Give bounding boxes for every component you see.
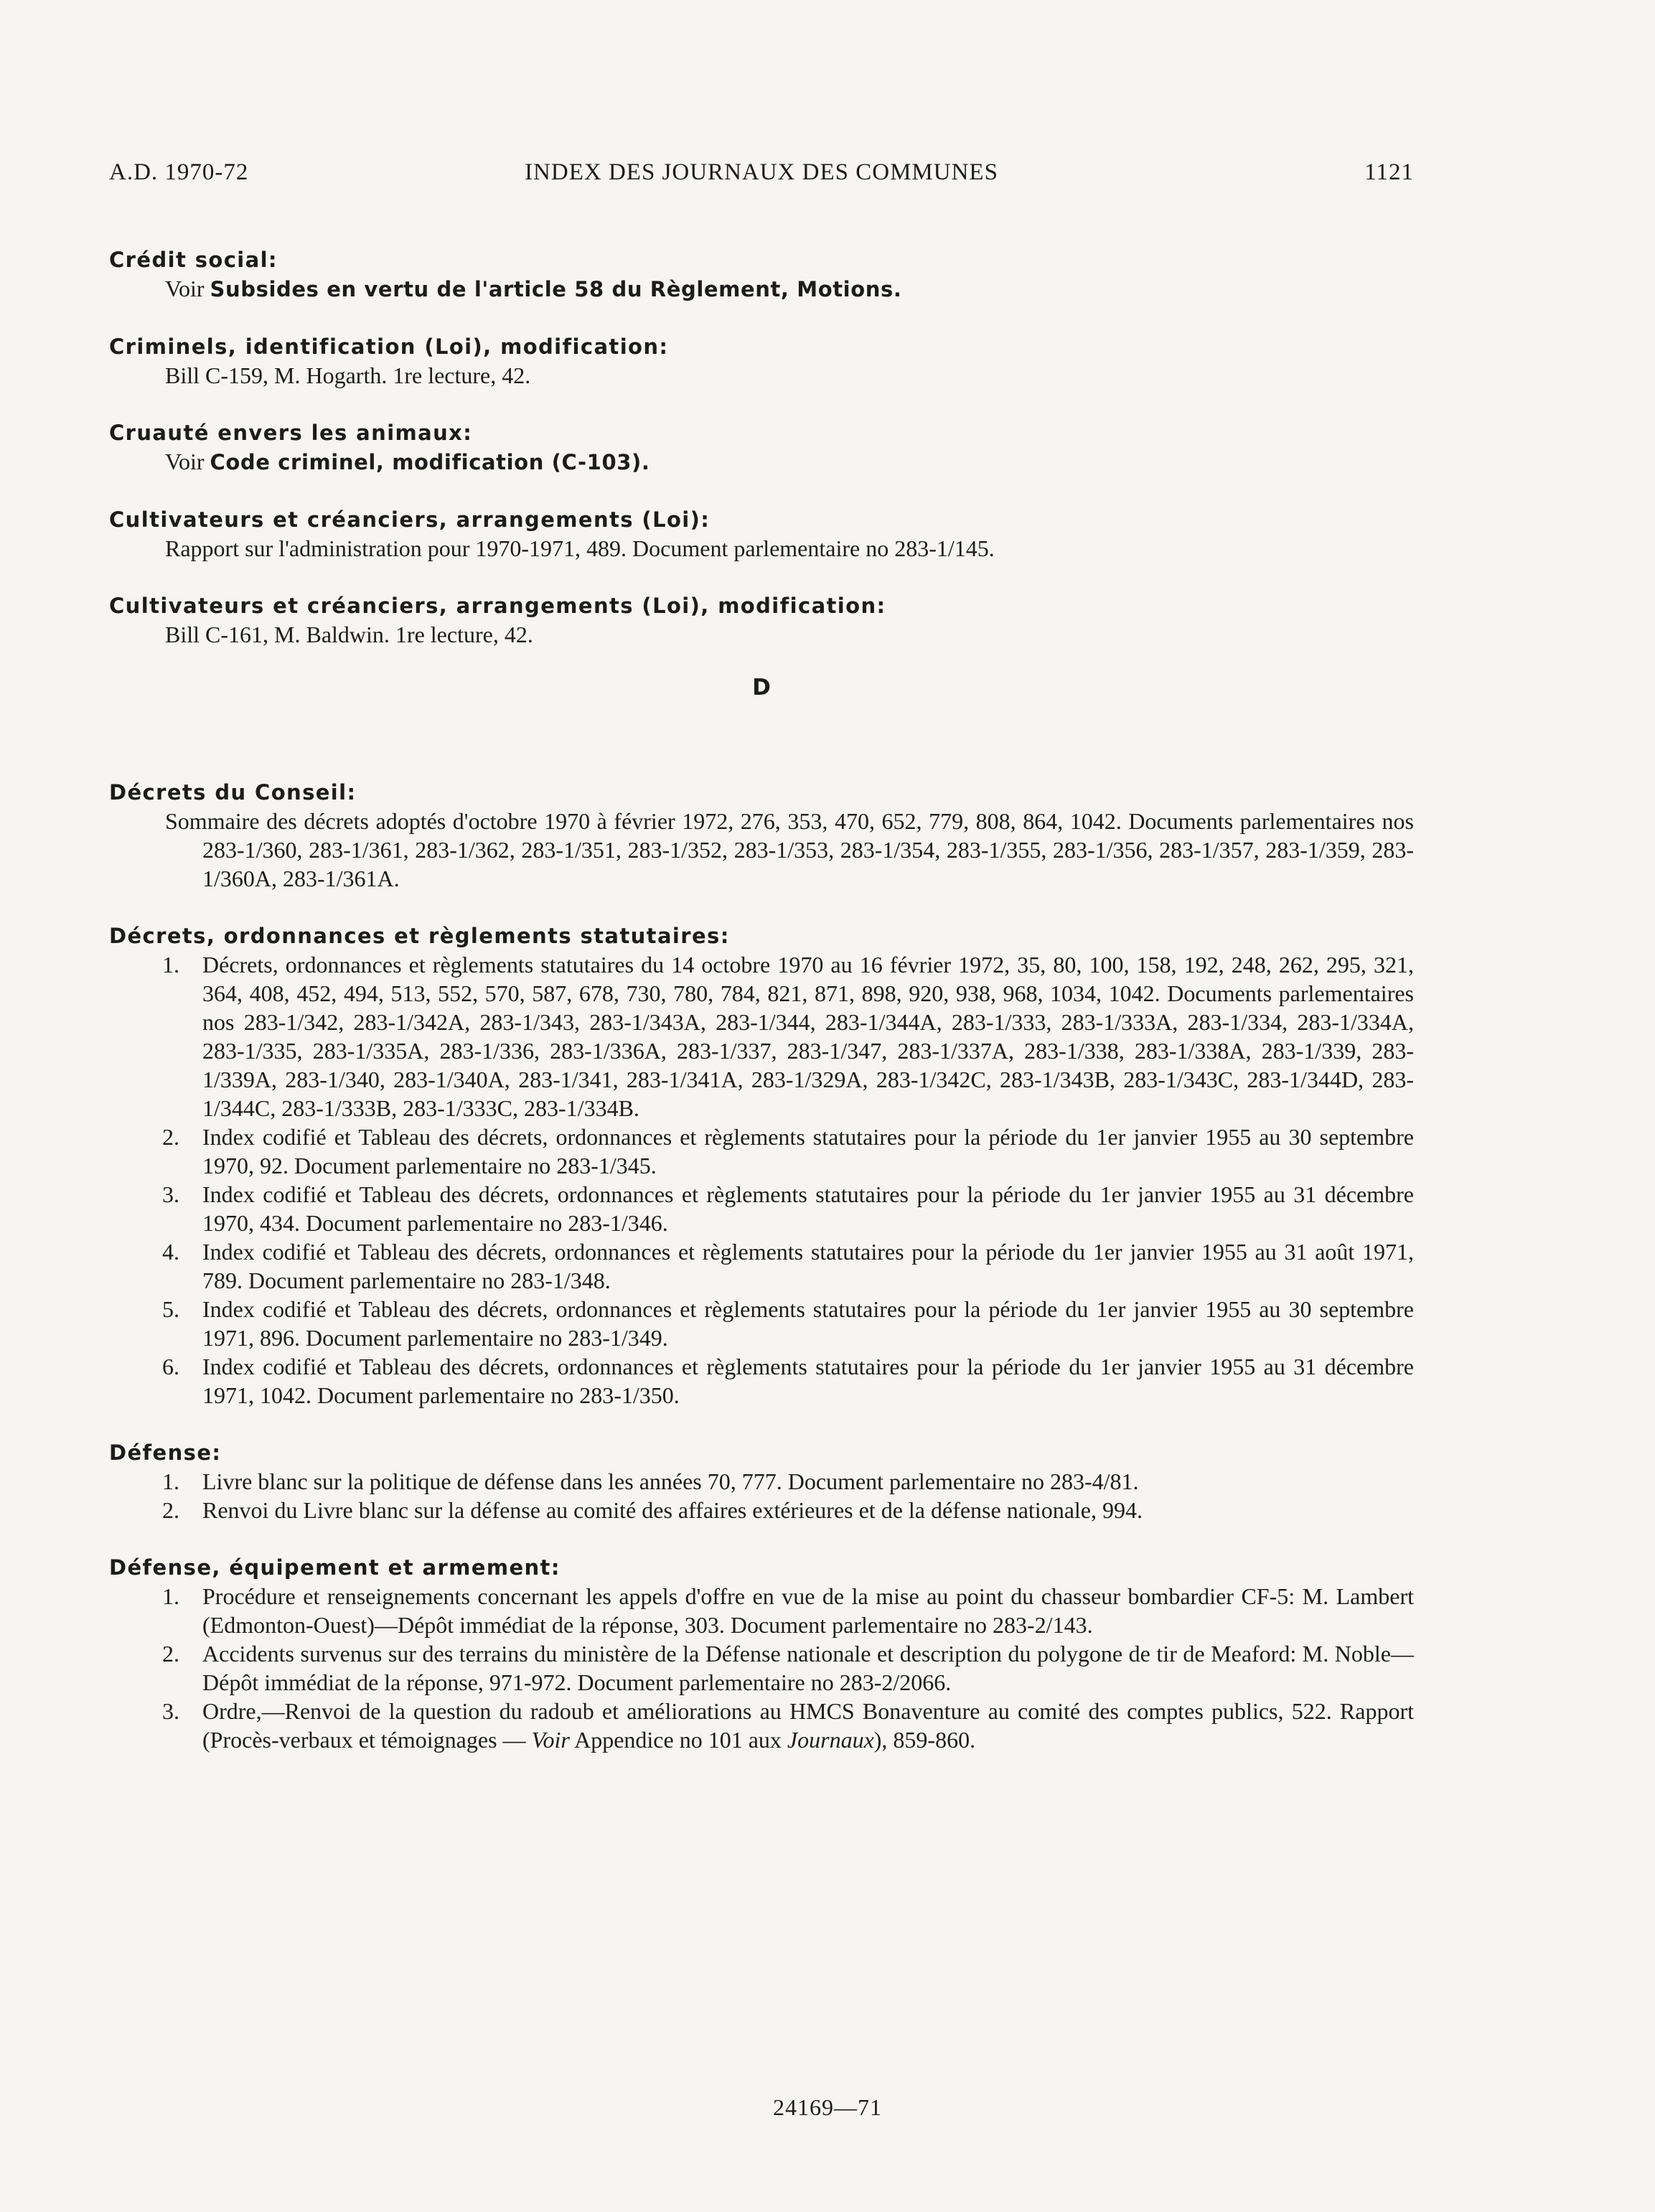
list-item [109,1582,1414,1639]
item-text: Index codifié et Tableau des décrets, ordonnances et règlements statutaires pour la période du 1er janvier 1955 au 31 août 1971, 789. Document parlementaire no 283-1/348. [202,1239,1414,1293]
entry-heading: Défense: [109,1440,222,1465]
entry-see-line [109,447,1414,477]
entry-text: Rapport sur l'administration pour 1970-1971, 489. Document parlementaire no 283-1/145. [165,535,995,561]
item-text: Décrets, ordonnances et règlements statutaires du 14 octobre 1970 au 16 février 1972, 35, 80, 100, 158, 192, 248, 262, 295, 321, 364, 408, 452, 494, 513, 552, 570, 587, 678, 730, 780, 784, 821, 871, 898, 920, 938, 968, 1034, 1042. Documents parlementaires nos 283-1/342, 283-1/342A, 283-1/343, 283-1/343A, 283-1/344, 283-1/344A, 283-1/333, 283-1/333A, 283-1/334, 283-1/334A, 283-1/335, 283-1/335A, 283-1/336, 283-1/336A, 283-1/337, 283-1/347, 283-1/337A, 283-1/338, 283-1/338A, 283-1/339, 283-1/339A, 283-1/340, 283-1/340A, 283-1/341, 283-1/341A, 283-1/329A, 283-1/342C, 283-1/343B, 283-1/343C, 283-1/344D, 283-1/344C, 283-1/333B, 283-1/333C, 283-1/334B. [202,952,1414,1121]
item-text-voir: Voir [531,1727,570,1753]
item-text: Livre blanc sur la politique de défense dans les années 70, 777. Document parlementaire no 283-4/81. [202,1468,1139,1494]
list-item [109,1639,1414,1697]
entry-heading: Criminels, identification (Loi), modification: [109,334,669,359]
entry-heading: Cultivateurs et créanciers, arrangements (Loi): [109,507,711,532]
printer-signature: 24169—71 [773,2094,882,2120]
list-item [109,1123,1414,1180]
section-letter: D [752,675,771,700]
item-number: 1. [162,952,179,978]
cross-reference: Code criminel, modification (C-103). [210,450,650,474]
entry-defense [109,1438,1414,1524]
item-number: 5. [162,1296,179,1322]
numbered-list [109,950,1414,1410]
numbered-list [109,1582,1414,1754]
item-number: 2. [162,1124,179,1150]
item-text: Index codifié et Tableau des décrets, ordonnances et règlements statutaires pour la période du 1er janvier 1955 au 31 décembre 1970, 434. Document parlementaire no 283-1/346. [202,1181,1414,1236]
item-number: 3. [162,1698,179,1724]
header-title: INDEX DES JOURNAUX DES COMMUNES [525,159,998,185]
see-word: Voir [165,449,205,474]
item-number: 4. [162,1239,179,1265]
entry-cultivateurs-arrangements [109,505,1414,563]
entry-text: Sommaire des décrets adoptés d'octobre 1970 à février 1972, 276, 353, 470, 652, 779, 808, 864, 1042. Documents parlementaires nos 283-1/360, 283-1/361, 283-1/362, 283-1/351, 283-1/352, 283-1/353, 283-1/354, 283-1/355, 283-1/356, 283-1/357, 283-1/359, 283-1/360A, 283-1/361A. [165,808,1414,891]
list-item [109,1496,1414,1524]
item-text: Renvoi du Livre blanc sur la défense au comité des affaires extérieures et de la défense nationale, 994. [202,1497,1143,1523]
entry-cultivateurs-modification [109,591,1414,649]
item-number: 6. [162,1354,179,1379]
item-number: 3. [162,1181,179,1207]
item-number: 2. [162,1641,179,1667]
entry-see-line [109,274,1414,304]
list-item [109,1467,1414,1496]
entry-decrets-ordonnances [109,922,1414,1410]
item-text-part: ), 859-860. [873,1727,976,1753]
entry-heading: Décrets, ordonnances et règlements statutaires: [109,924,730,948]
item-text-journaux: Journaux [787,1727,874,1753]
item-text-part: Ordre,—Renvoi de la question du radoub et améliorations au HMCS Bonaventure au comité des comptes publics, 522. Rapport (Procès-verbaux et témoignages — [202,1698,1414,1753]
entry-text: Bill C-161, M. Baldwin. 1re lecture, 42. [165,622,533,647]
entry-heading: Crédit social: [109,248,278,272]
entry-decrets-conseil [109,778,1414,893]
entry-heading: Décrets du Conseil: [109,780,357,805]
entry-heading: Défense, équipement et armement: [109,1555,561,1580]
cross-reference: Subsides en vertu de l'article 58 du Règlement, Motions. [210,277,902,301]
list-item [109,1237,1414,1295]
item-text: Index codifié et Tableau des décrets, ordonnances et règlements statutaires pour la période du 1er janvier 1955 au 30 septembre 1971, 896. Document parlementaire no 283-1/349. [202,1296,1414,1351]
header-date-range: A.D. 1970-72 [109,159,249,185]
list-item [109,1697,1414,1754]
item-text: Index codifié et Tableau des décrets, ordonnances et règlements statutaires pour la période du 1er janvier 1955 au 31 décembre 1971, 1042. Document parlementaire no 283-1/350. [202,1354,1414,1408]
header-page-number: 1121 [1364,159,1414,185]
item-text: Procédure et renseignements concernant les appels d'offre en vue de la mise au point du chasseur bombardier CF-5: M. Lambert (Edmonton-Ouest)—Dépôt immédiat de la réponse, 303. Document parlementaire no 283-2/143. [202,1583,1414,1638]
entry-heading: Cruauté envers les animaux: [109,421,473,445]
item-text: Accidents survenus sur des terrains du ministère de la Défense nationale et description du polygone de tir de Meaford: M. Noble—Dépôt immédiat de la réponse, 971-972. Document parlementaire no 283-2/2066. [202,1641,1414,1695]
list-item [109,950,1414,1123]
item-number: 1. [162,1468,179,1494]
list-item [109,1180,1414,1237]
item-text: Index codifié et Tableau des décrets, ordonnances et règlements statutaires pour la période du 1er janvier 1955 au 30 septembre 1970, 92. Document parlementaire no 283-1/345. [202,1124,1414,1178]
list-item [109,1295,1414,1352]
running-head [109,159,1414,191]
entry-criminels [109,332,1414,390]
item-text-part: Appendice no 101 aux [569,1727,787,1753]
numbered-list [109,1467,1414,1524]
index-body [109,245,1414,1783]
entry-text: Bill C-159, M. Hogarth. 1re lecture, 42. [165,362,531,388]
item-number: 1. [162,1583,179,1609]
entry-credit-social [109,245,1414,304]
entry-cruaute [109,418,1414,477]
see-word: Voir [165,276,205,301]
list-item [109,1352,1414,1410]
entry-defense-equipement [109,1553,1414,1754]
entry-heading: Cultivateurs et créanciers, arrangements (Loi), modification: [109,594,886,618]
item-number: 2. [162,1497,179,1523]
